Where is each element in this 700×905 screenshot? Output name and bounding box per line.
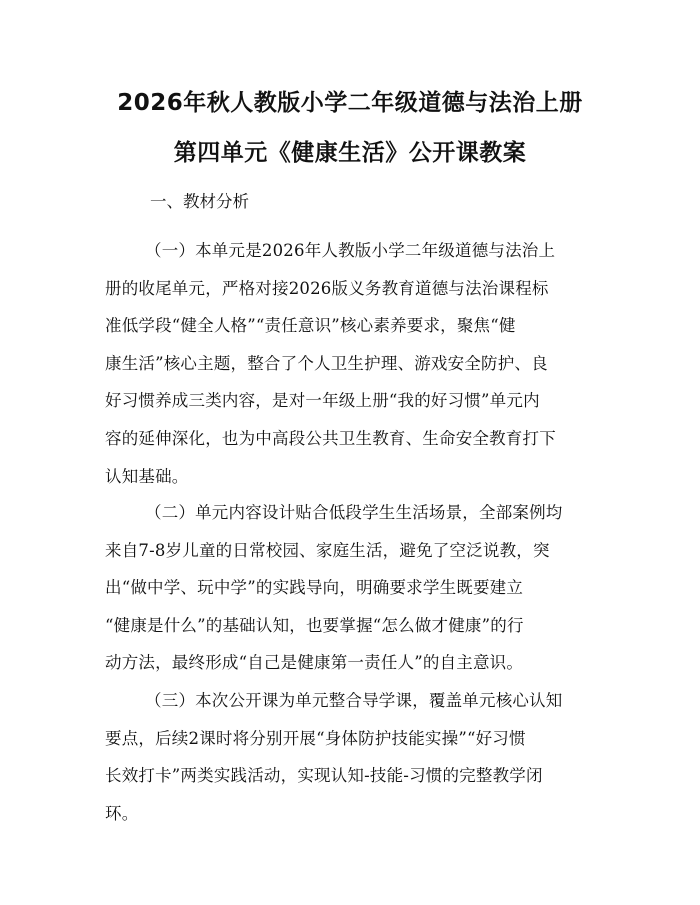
paragraph-line: 长效打卡”两类实践活动，实现认知-技能-习惯的完整教学闭	[105, 766, 543, 786]
document-title-line-1: 2026年秋人教版小学二年级道德与法治上册	[117, 90, 583, 116]
paragraph-3	[105, 682, 605, 832]
paragraph-line: 册的收尾单元，严格对接2026版义务教育道德与法治课程标	[105, 278, 549, 298]
paragraph-line: 环。	[105, 803, 139, 823]
paragraph-line: 好习惯养成三类内容，是对一年级上册“我的好习惯”单元内	[105, 391, 540, 411]
paragraph-line: （三）本次公开课为单元整合导学课，覆盖单元核心认知	[145, 691, 563, 710]
paragraph-line: 动方法，最终形成“自己是健康第一责任人”的自主意识。	[105, 653, 524, 673]
paragraph-line: 出“做中学、玩中学”的实践导向，明确要求学生既要建立	[105, 578, 524, 598]
paragraph-line: 来自7-8岁儿童的日常校园、家庭生活，避免了空泛说教，突	[105, 540, 550, 560]
paragraph-line: 容的延伸深化，也为中高段公共卫生教育、生命安全教育打下	[105, 428, 556, 448]
document-title-line-2: 第四单元《健康生活》公开课教案	[173, 140, 527, 166]
paragraph-line: 康生活”核心主题，整合了个人卫生护理、游戏安全防护、良	[105, 353, 548, 373]
paragraph-line: 认知基础。	[105, 466, 189, 486]
paragraph-2	[105, 494, 605, 682]
section-heading: 一、教材分析	[150, 192, 249, 211]
paragraph-line: “健康是什么”的基础认知，也要掌握“怎么做才健康”的行	[105, 615, 524, 635]
paragraph-line: （一）本单元是2026年人教版小学二年级道德与法治上	[145, 241, 556, 260]
paragraph-line: （二）单元内容设计贴合低段学生生活场景，全部案例均	[145, 503, 563, 522]
paragraph-line: 准低学段“健全人格”“责任意识”核心素养要求，聚焦“健	[105, 316, 516, 336]
paragraph-1	[105, 232, 605, 495]
paragraph-line: 要点，后续2课时将分别开展“身体防护技能实操”“好习惯	[105, 728, 526, 748]
